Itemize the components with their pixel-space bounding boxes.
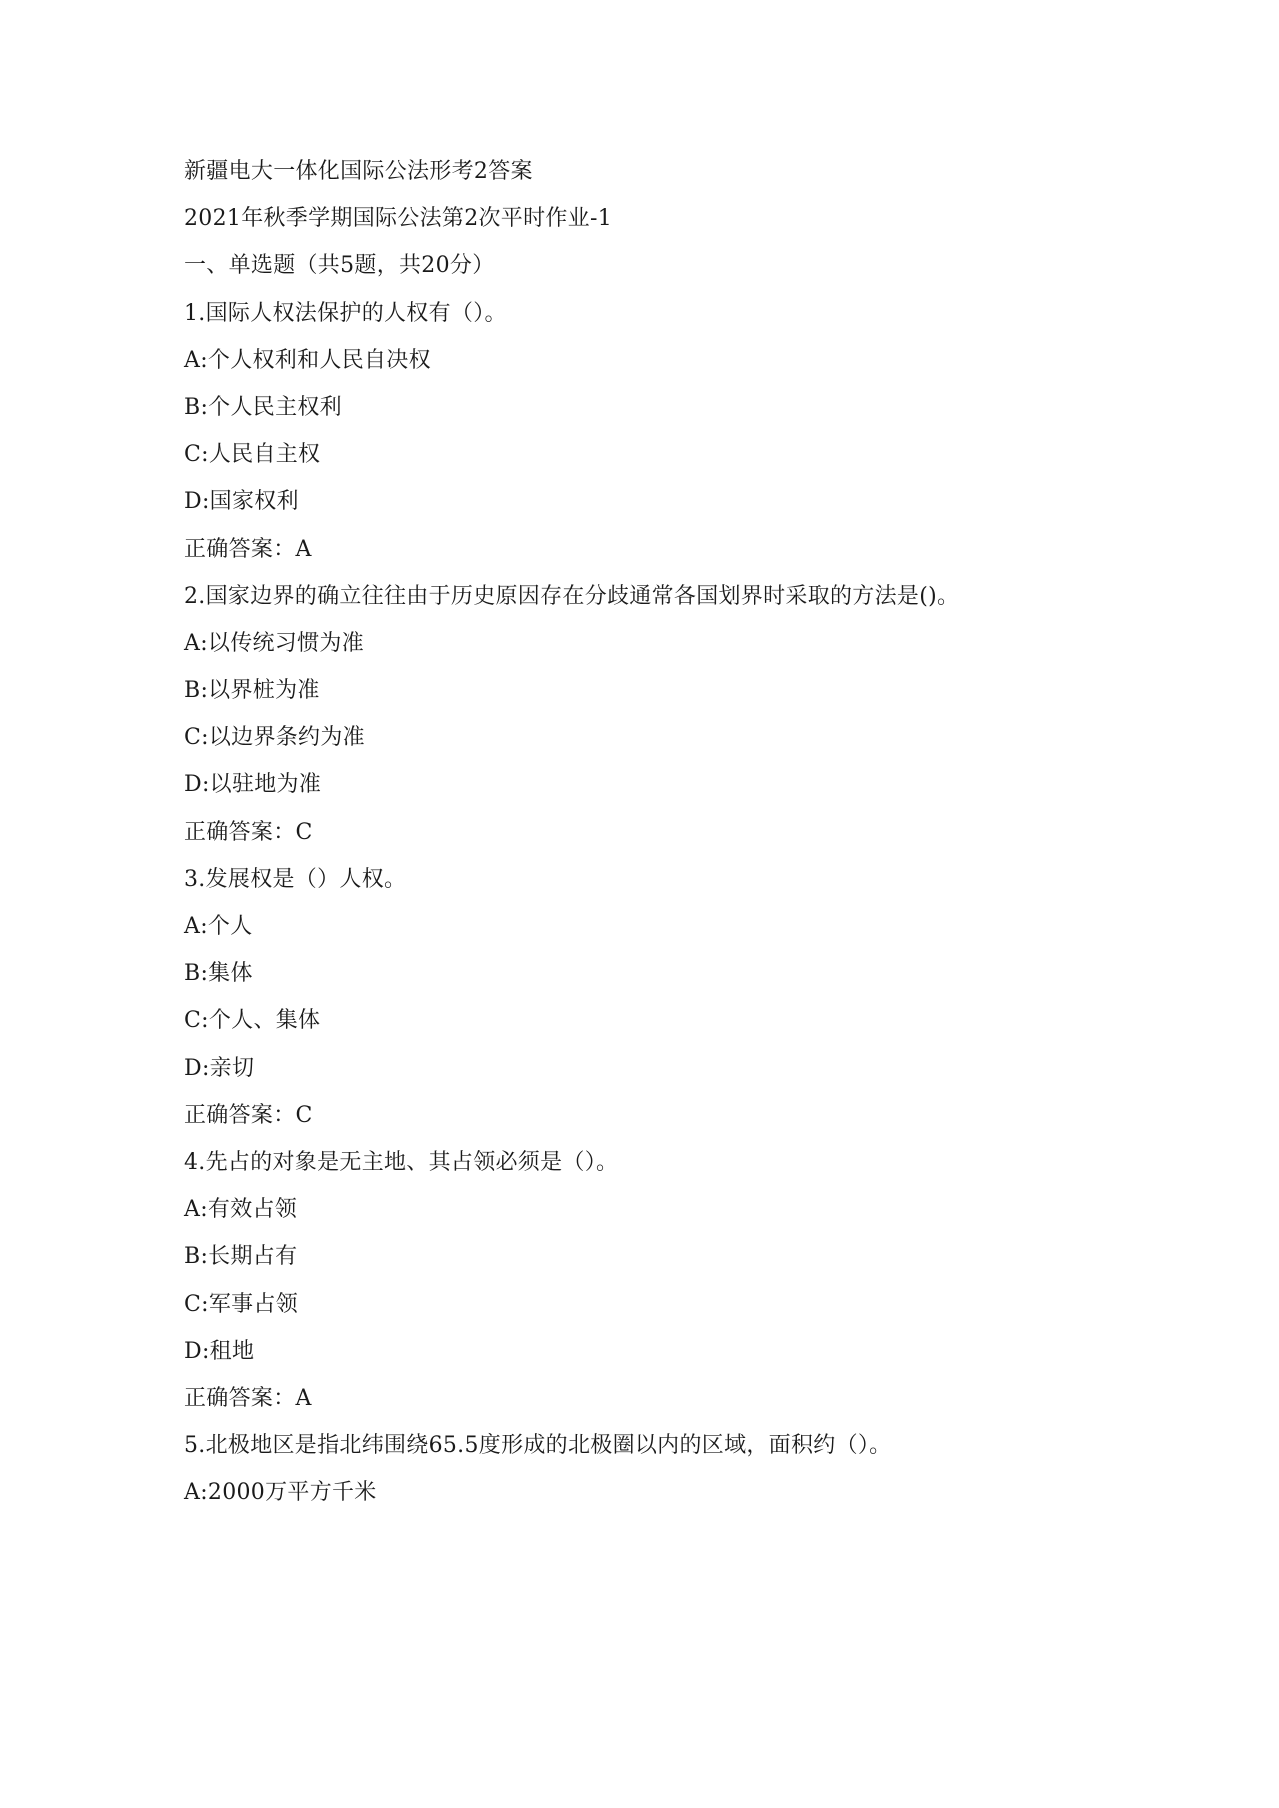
option-d: D:以驻地为准 — [184, 772, 322, 798]
question-2 — [184, 573, 1184, 856]
option-d: D:亲切 — [184, 1055, 255, 1081]
question-stem: 5.北极地区是指北纬围绕65.5度形成的北极圈以内的区域，面积约（）。 — [184, 1433, 892, 1459]
option-a: A:以传统习惯为准 — [184, 630, 365, 656]
option-b: B:以界桩为准 — [184, 678, 320, 704]
correct-answer: 正确答案：C — [184, 1102, 313, 1128]
question-5 — [184, 1422, 1184, 1516]
question-4 — [184, 1139, 1184, 1422]
option-c: C:人民自主权 — [184, 442, 321, 468]
option-a: A:个人 — [184, 914, 253, 939]
document-subtitle: 2021年秋季学期国际公法第2次平时作业-1 — [184, 206, 613, 232]
question-1 — [184, 290, 1184, 573]
option-c: C:以边界条约为准 — [184, 725, 365, 751]
option-d: D:国家权利 — [184, 489, 299, 515]
correct-answer: 正确答案：A — [184, 536, 312, 562]
question-stem: 2.国家边界的确立往往由于历史原因存在分歧通常各国划界时采取的方法是()。 — [184, 583, 960, 609]
correct-answer: 正确答案：A — [184, 1385, 312, 1411]
document-content — [184, 148, 1184, 1516]
question-stem: 3.发展权是（）人权。 — [184, 866, 407, 892]
question-3 — [184, 856, 1184, 1139]
question-stem: 1.国际人权法保护的人权有（）。 — [184, 300, 507, 326]
option-a: A:有效占领 — [184, 1197, 298, 1223]
section-heading: 一、单选题（共5题，共20分） — [184, 253, 495, 279]
option-a: A:2000万平方千米 — [184, 1480, 377, 1506]
option-b: B:集体 — [184, 961, 253, 987]
option-b: B:个人民主权利 — [184, 394, 342, 420]
option-c: C:军事占领 — [184, 1291, 299, 1317]
option-b: B:长期占有 — [184, 1244, 298, 1270]
option-d: D:租地 — [184, 1338, 255, 1364]
document-title: 新疆电大一体化国际公法形考2答案 — [184, 159, 533, 184]
option-a: A:个人权利和人民自决权 — [184, 347, 431, 373]
correct-answer: 正确答案：C — [184, 819, 313, 845]
option-c: C:个人、集体 — [184, 1008, 321, 1034]
question-stem: 4.先占的对象是无主地、其占领必须是（）。 — [184, 1149, 619, 1175]
